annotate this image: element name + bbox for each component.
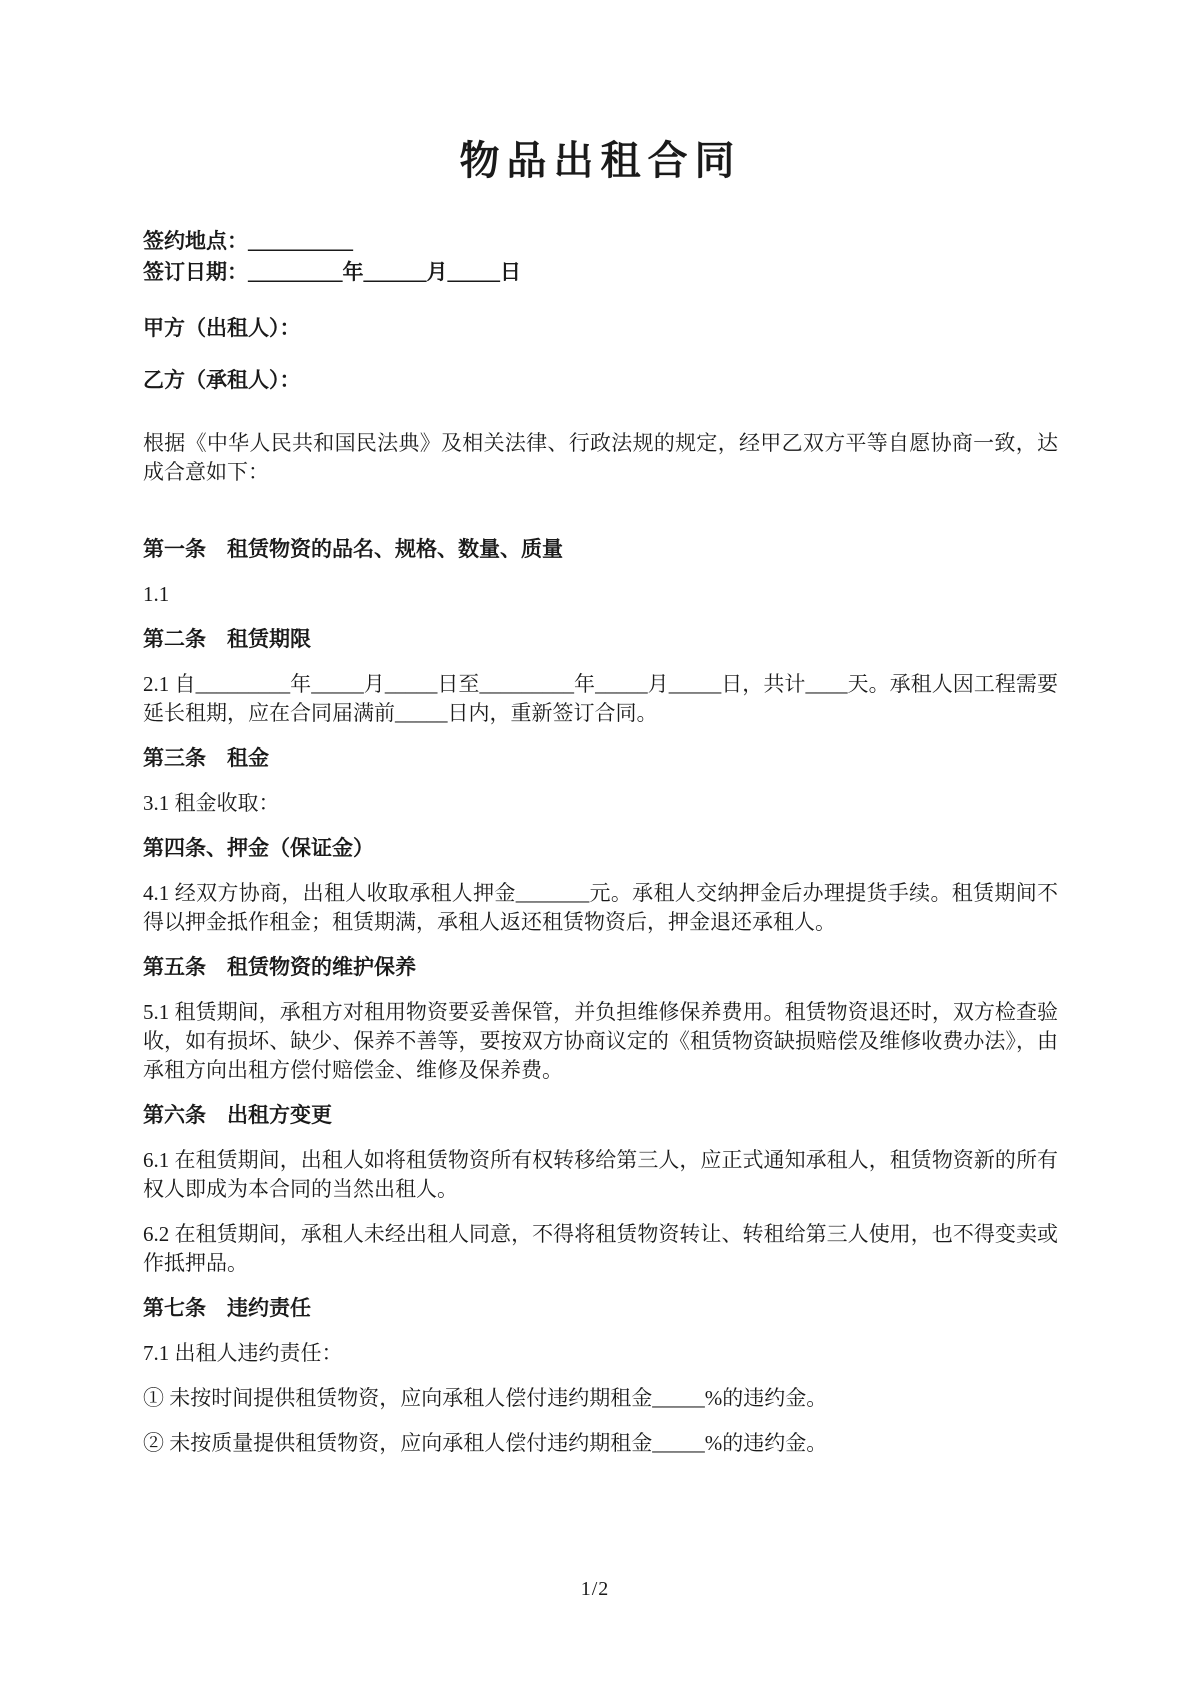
page-number: 1/2 <box>580 1578 610 1600</box>
clause-7-1: 7.1 出租人违约责任： <box>143 1341 343 1365</box>
section-6-heading: 第六条 出租方变更 <box>143 1103 332 1127</box>
section-4-heading: 第四条、押金（保证金） <box>143 836 374 860</box>
clause-7-point-1: ① 未按时间提供租赁物资，应向承租人偿付违约期租金_____%的违约金。 <box>143 1386 828 1410</box>
section-1-heading: 第一条 租赁物资的品名、规格、数量、质量 <box>143 537 563 561</box>
party-a-line: 甲方（出租人）： <box>143 316 301 340</box>
section-2-heading: 第二条 租赁期限 <box>143 627 311 651</box>
section-3-heading: 第三条 租金 <box>143 746 269 770</box>
clause-1-1: 1.1 <box>143 582 170 606</box>
party-b-line: 乙方（承租人）： <box>143 368 301 392</box>
sign-date-line: 签订日期：_________年______月_____日 <box>143 260 521 284</box>
clause-2-1: 2.1 自_________年_____月_____日至_________年_____月_____日，共计____天。承租人因工程需要延长租期，应在合同届满前_____日内，重新签订合同。 <box>143 672 1058 725</box>
clause-4-1: 4.1 经双方协商，出租人收取承租人押金_______元。承租人交纳押金后办理提货手续。租赁期间不得以押金抵作租金；租赁期满，承租人返还租赁物资后，押金退还承租人。 <box>143 881 1058 934</box>
clause-3-1: 3.1 租金收取： <box>143 791 280 815</box>
document-title: 物品出租合同 <box>459 138 742 183</box>
section-7-heading: 第七条 违约责任 <box>143 1296 311 1320</box>
clause-5-1: 5.1 租赁期间，承租方对租用物资要妥善保管，并负担维修保养费用。租赁物资退还时，双方检查验收，如有损坏、缺少、保养不善等，要按双方协商议定的《租赁物资缺损赔偿及维修收费办法》，由承租方向出租方偿付赔偿金、维修及保养费。 <box>143 1000 1058 1082</box>
clause-6-2: 6.2 在租赁期间，承租人未经出租人同意，不得将租赁物资转让、转租给第三人使用，也不得变卖或作抵押品。 <box>143 1222 1058 1275</box>
preamble-paragraph: 根据《中华人民共和国民法典》及相关法律、行政法规的规定，经甲乙双方平等自愿协商一致，达成合意如下： <box>143 431 1058 484</box>
sign-place-line: 签约地点：__________ <box>143 229 353 253</box>
clause-6-1: 6.1 在租赁期间，出租人如将租赁物资所有权转移给第三人，应正式通知承租人，租赁物资新的所有权人即成为本合同的当然出租人。 <box>143 1148 1058 1201</box>
clause-7-point-2: ② 未按质量提供租赁物资，应向承租人偿付违约期租金_____%的违约金。 <box>143 1431 828 1455</box>
section-5-heading: 第五条 租赁物资的维护保养 <box>143 955 416 979</box>
